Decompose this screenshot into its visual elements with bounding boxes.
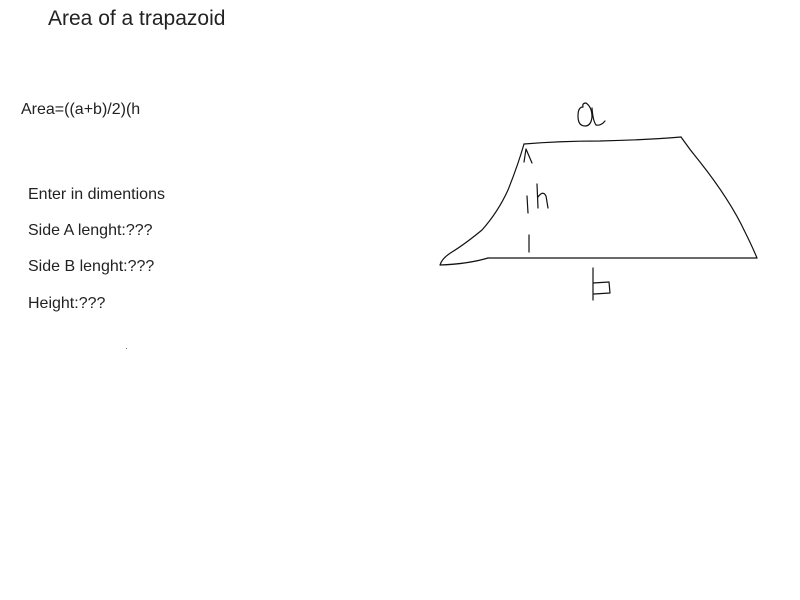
trapezoid-right-edge (681, 137, 757, 258)
side-b-length-prompt: Side B lenght:??? (28, 258, 155, 275)
trapezoid-left-edge (440, 144, 524, 265)
height-prompt: Height:??? (28, 295, 106, 312)
area-formula: Area=((a+b)/2)(h (21, 101, 141, 118)
label-b-glyph (593, 268, 610, 300)
height-line-upper (527, 196, 528, 213)
enter-dimensions-prompt: Enter in dimentions (28, 186, 165, 203)
side-a-length-prompt: Side A lenght:??? (28, 222, 153, 239)
page-title: Area of a trapazoid (48, 7, 226, 30)
label-a-glyph (578, 103, 605, 126)
trapezoid-top-edge (524, 137, 681, 144)
label-h-glyph (537, 184, 548, 208)
height-arrow-icon (524, 149, 532, 163)
